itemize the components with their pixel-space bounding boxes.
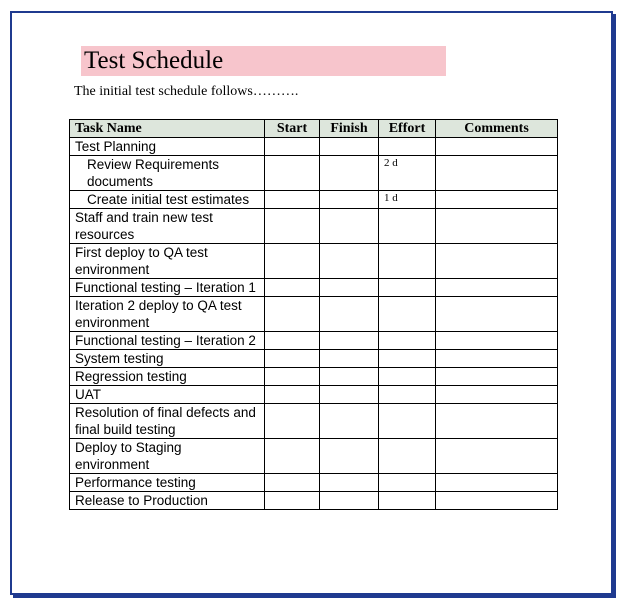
header-task-name: Task Name [70,120,265,138]
comments-cell [436,209,558,244]
header-comments: Comments [436,120,558,138]
start-cell [265,368,320,386]
effort-cell [379,439,436,474]
task-name-cell: Performance testing [70,474,265,492]
finish-cell [320,191,379,209]
finish-cell [320,404,379,439]
effort-cell [379,297,436,332]
table-row [70,492,558,510]
task-name-cell: Release to Production [70,492,265,510]
table-row [70,244,558,279]
effort-cell [379,474,436,492]
finish-cell [320,474,379,492]
comments-cell [436,386,558,404]
finish-cell [320,386,379,404]
task-name-cell: Iteration 2 deploy to QA test environment [70,297,265,332]
task-name-cell: Create initial test estimates [70,191,265,209]
start-cell [265,439,320,474]
effort-cell: 2 d [379,156,436,191]
start-cell [265,279,320,297]
comments-cell [436,279,558,297]
effort-cell [379,492,436,510]
comments-cell [436,191,558,209]
effort-cell [379,138,436,156]
table-row [70,191,558,209]
comments-cell [436,156,558,191]
task-name-cell: Regression testing [70,368,265,386]
start-cell [265,209,320,244]
comments-cell [436,138,558,156]
task-name-cell: Deploy to Staging environment [70,439,265,474]
start-cell [265,297,320,332]
effort-cell [379,279,436,297]
effort-cell [379,332,436,350]
finish-cell [320,209,379,244]
task-name-cell: UAT [70,386,265,404]
task-name-cell: First deploy to QA test environment [70,244,265,279]
task-name-cell: Functional testing – Iteration 1 [70,279,265,297]
finish-cell [320,138,379,156]
task-name-cell: Test Planning [70,138,265,156]
table-row [70,138,558,156]
effort-cell [379,209,436,244]
start-cell [265,386,320,404]
comments-cell [436,492,558,510]
table-row [70,474,558,492]
comments-cell [436,297,558,332]
start-cell [265,350,320,368]
header-effort: Effort [379,120,436,138]
start-cell [265,492,320,510]
finish-cell [320,492,379,510]
start-cell [265,332,320,350]
table-row [70,297,558,332]
effort-cell [379,350,436,368]
table-row [70,386,558,404]
test-schedule-table [69,119,558,510]
task-name-cell: System testing [70,350,265,368]
task-name-cell: Review Requirements documents [70,156,265,191]
comments-cell [436,439,558,474]
table-row [70,350,558,368]
comments-cell [436,244,558,279]
task-name-cell: Functional testing – Iteration 2 [70,332,265,350]
effort-cell [379,404,436,439]
table-row [70,209,558,244]
table-row [70,439,558,474]
intro-text: The initial test schedule follows………. [74,84,299,99]
table-row [70,156,558,191]
header-start: Start [265,120,320,138]
page-title: Test Schedule [84,47,224,74]
finish-cell [320,368,379,386]
comments-cell [436,332,558,350]
comments-cell [436,474,558,492]
comments-cell [436,350,558,368]
effort-cell [379,386,436,404]
effort-cell: 1 d [379,191,436,209]
header-finish: Finish [320,120,379,138]
table-header-row [70,120,558,138]
finish-cell [320,156,379,191]
comments-cell [436,368,558,386]
start-cell [265,191,320,209]
start-cell [265,474,320,492]
finish-cell [320,350,379,368]
finish-cell [320,244,379,279]
effort-cell [379,244,436,279]
finish-cell [320,279,379,297]
table-row [70,332,558,350]
effort-cell [379,368,436,386]
task-name-cell: Resolution of final defects and final build testing [70,404,265,439]
start-cell [265,138,320,156]
finish-cell [320,332,379,350]
table-row [70,368,558,386]
task-name-cell: Staff and train new test resources [70,209,265,244]
table-row [70,404,558,439]
table-row [70,279,558,297]
start-cell [265,404,320,439]
finish-cell [320,439,379,474]
finish-cell [320,297,379,332]
comments-cell [436,404,558,439]
start-cell [265,156,320,191]
start-cell [265,244,320,279]
